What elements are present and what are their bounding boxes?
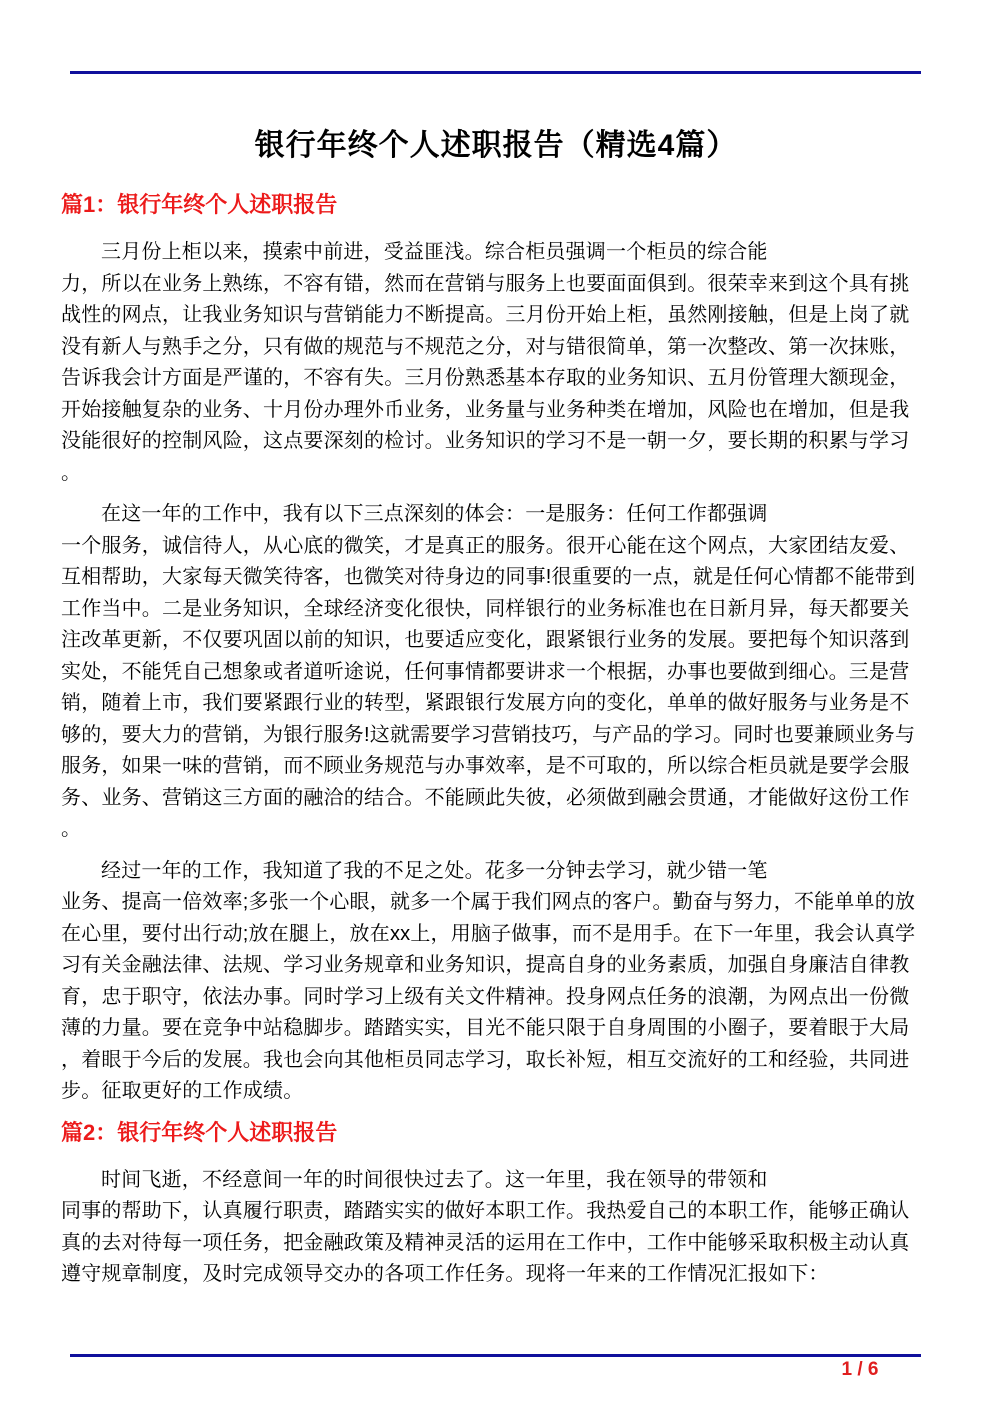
paragraph-line: 遵守规章制度，及时完成领导交办的各项工作任务。现将一年来的工作情况汇报如下： xyxy=(61,1263,829,1285)
paragraph-line: 真的去对待每一项任务，把金融政策及精神灵活的运用在工作中，工作中能够采取积极主动认真 xyxy=(61,1231,910,1254)
paragraph-line: 习有关金融法律、法规、学习业务规章和业务知识，提高自身的业务素质，加强自身廉洁自律教 xyxy=(61,954,910,976)
paragraph-line: 经过一年的工作，我知道了我的不足之处。花多一分钟去学习，就少错一笔 xyxy=(101,859,768,882)
paragraph xyxy=(61,237,927,489)
paragraph-line: 时间飞逝，不经意间一年的时间很快过去了。这一年里，我在领导的带领和 xyxy=(101,1168,768,1191)
paragraph-line: 三月份上柜以来，摸索中前进，受益匪浅。综合柜员强调一个柜员的综合能 xyxy=(101,241,768,263)
paragraph-line: 在这一年的工作中，我有以下三点深刻的体会：一是服务：任何工作都强调 xyxy=(101,503,768,525)
paragraph-line: 销，随着上市，我们要紧跟行业的转型，紧跟银行发展方向的变化，单单的做好服务与业务是不 xyxy=(61,692,910,714)
paragraph-line: 实处，不能凭自己想象或者道听途说，任何事情都要讲求一个根据，办事也要做到细心。三是营 xyxy=(61,660,910,683)
paragraph-line: 。 xyxy=(61,818,82,840)
paragraph-line: 一个服务，诚信待人，从心底的微笑，才是真正的服务。很开心能在这个网点，大家团结友爱、 xyxy=(61,534,910,557)
paragraph-line: 互相帮助，大家每天微笑待客，也微笑对待身边的同事!很重要的一点，就是任何心情都不能带到 xyxy=(61,566,916,588)
paragraph xyxy=(61,856,927,1108)
paragraph-line: 注改革更新，不仅要巩固以前的知识，也要适应变化，跟紧银行业务的发展。要把每个知识落到 xyxy=(61,629,910,651)
paragraph xyxy=(61,499,927,846)
paragraph-line: 育，忠于职守，依法办事。同时学习上级有关文件精神。投身网点任务的浪潮，为网点出一份微 xyxy=(61,985,910,1008)
paragraph-line: 力，所以在业务上熟练，不容有错，然而在营销与服务上也要面面俱到。很荣幸来到这个具有挑 xyxy=(61,272,910,295)
paragraph-line: 务、业务、营销这三方面的融洽的结合。不能顾此失彼，必须做到融会贯通，才能做好这份工作 xyxy=(61,786,910,809)
paragraph-line: 开始接触复杂的业务、十月份办理外币业务，业务量与业务种类在增加，风险也在增加，但是我 xyxy=(61,398,910,421)
section-heading: 篇1：银行年终个人述职报告 xyxy=(61,192,338,217)
paragraph-line: 够的，要大力的营销，为银行服务!这就需要学习营销技巧，与产品的学习。同时也要兼顾业务与 xyxy=(61,723,916,746)
bottom-rule xyxy=(70,1354,921,1357)
paragraph-line: 没能很好的控制风险，这点要深刻的检讨。业务知识的学习不是一朝一夕，要长期的积累与学习 xyxy=(61,430,910,452)
paragraph-line: 战性的网点，让我业务知识与营销能力不断提高。三月份开始上柜，虽然刚接触，但是上岗了就 xyxy=(61,304,910,326)
paragraph-line: 在心里，要付出行动;放在腿上，放在xx上，用脑子做事，而不是用手。在下一年里，我会认真学 xyxy=(61,922,916,945)
paragraph-line: 业务、提高一倍效率;多张一个心眼，就多一个属于我们网点的客户。勤奋与努力，不能单单的放 xyxy=(61,891,916,913)
paragraph-line: 步。征取更好的工作成绩。 xyxy=(61,1080,304,1102)
page-number: 1 / 6 xyxy=(841,1359,879,1380)
top-rule xyxy=(70,71,921,74)
document-title: 银行年终个人述职报告（精选4篇） xyxy=(254,129,738,162)
section-heading: 篇2：银行年终个人述职报告 xyxy=(61,1119,338,1145)
paragraph-line: 同事的帮助下，认真履行职责，踏踏实实的做好本职工作。我热爱自己的本职工作，能够正确认 xyxy=(61,1200,910,1222)
paragraph-line: ，着眼于今后的发展。我也会向其他柜员同志学习，取长补短，相互交流好的工和经验，共同进 xyxy=(61,1048,910,1071)
document-body xyxy=(61,190,927,1301)
paragraph-line: 。 xyxy=(61,461,82,484)
paragraph-line: 工作当中。二是业务知识，全球经济变化很快，同样银行的业务标准也在日新月异，每天都要关 xyxy=(61,597,910,620)
paragraph-line: 服务，如果一味的营销，而不顾业务规范与办事效率，是不可取的，所以综合柜员就是要学会服 xyxy=(61,755,910,777)
paragraph-line: 薄的力量。要在竞争中站稳脚步。踏踏实实，目光不能只限于自身周围的小圈子，要着眼于大局 xyxy=(61,1017,910,1039)
paragraph xyxy=(61,1165,927,1291)
paragraph-line: 告诉我会计方面是严谨的，不容有失。三月份熟悉基本存取的业务知识、五月份管理大额现金， xyxy=(61,367,910,389)
paragraph-line: 没有新人与熟手之分，只有做的规范与不规范之分，对与错很简单，第一次整改、第一次抹账， xyxy=(61,335,910,358)
